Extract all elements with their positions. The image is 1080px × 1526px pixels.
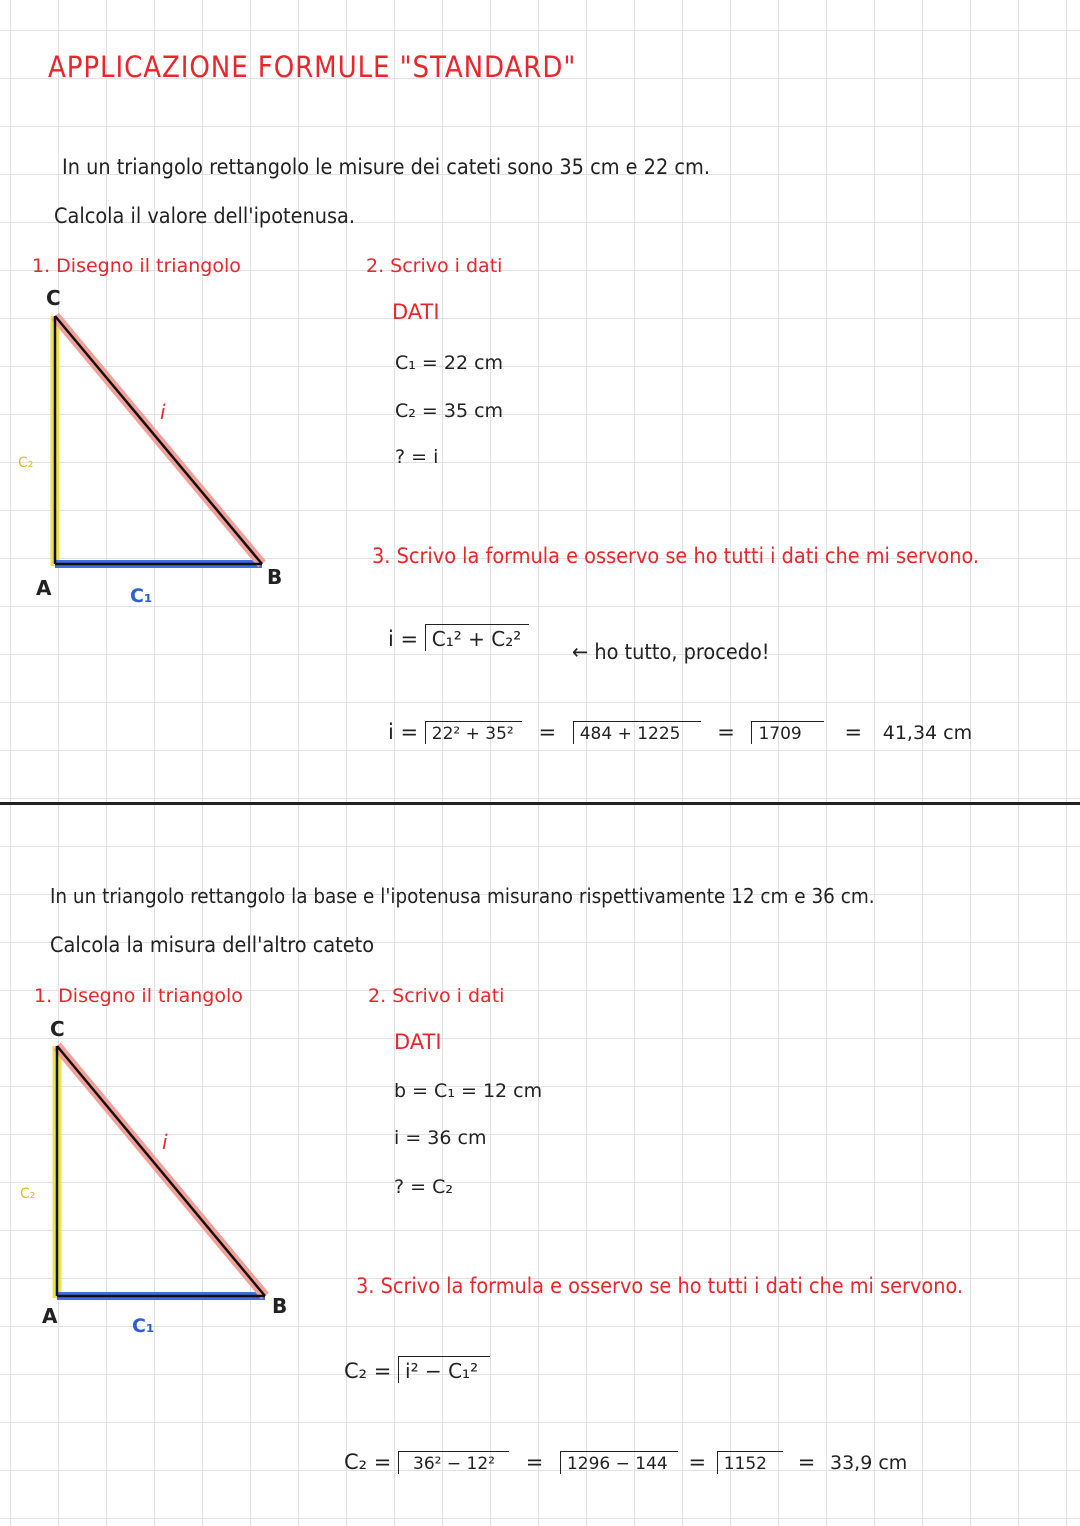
page-title: APPLICAZIONE FORMULE "STANDARD" — [48, 50, 577, 84]
vertex-a-label: A — [36, 576, 52, 600]
dati-item: ? = C₂ — [394, 1176, 453, 1198]
problem2-text-line1: In un triangolo rettangolo la base e l'ipotenusa misurano rispettivamente 12 cm e 36 cm. — [50, 884, 875, 908]
vertex-b-label: B — [272, 1294, 288, 1318]
hypotenuse-label: i — [162, 1130, 168, 1154]
vertex-a-label: A — [42, 1304, 58, 1328]
equals: = — [717, 720, 735, 744]
problem2-step3: 3. Scrivo la formula e osservo se ho tutti i dati che mi servono. — [356, 1274, 964, 1298]
formula-lhs: i = — [388, 627, 419, 651]
calculation — [344, 1450, 907, 1474]
section-divider — [0, 802, 1080, 805]
triangle-diagram-1 — [0, 280, 283, 600]
calc-lhs: C₂ = — [344, 1450, 392, 1474]
problem2-step2: 2. Scrivo i dati — [368, 985, 505, 1007]
formula-note: ← ho tutto, procedo! — [572, 640, 770, 664]
vertex-b-label: B — [267, 565, 283, 589]
height-label: C₂ — [18, 455, 34, 471]
hypotenuse-label: i — [160, 400, 166, 424]
height-label: C₂ — [20, 1186, 36, 1202]
triangle-diagram-2 — [0, 1010, 290, 1310]
problem1-text-line1: In un triangolo rettangolo le misure dei cateti sono 35 cm e 22 cm. — [62, 155, 710, 179]
square-root: 1709 — [751, 721, 823, 744]
square-root: C₁² + C₂² — [425, 624, 529, 651]
dati-item: b = C₁ = 12 cm — [394, 1080, 543, 1102]
formula-lhs: C₂ = — [344, 1359, 392, 1383]
dati-item: ? = i — [395, 446, 439, 468]
square-root: 1296 − 144 — [560, 1451, 678, 1474]
dati-item: C₂ = 35 cm — [395, 400, 504, 422]
square-root: 484 + 1225 — [573, 721, 701, 744]
base-label: C₁ — [132, 1315, 155, 1337]
dati-item: C₁ = 22 cm — [395, 352, 504, 374]
dati-heading: DATI — [394, 1030, 442, 1054]
square-root: 22² + 35² — [425, 721, 522, 744]
formula — [344, 1356, 490, 1383]
calc-lhs: i = — [388, 720, 419, 744]
square-root: 1152 — [717, 1451, 783, 1474]
equals: = — [797, 1450, 816, 1474]
equals: = — [525, 1450, 544, 1474]
problem1-step1: 1. Disegno il triangolo — [32, 255, 241, 277]
problem1-step2: 2. Scrivo i dati — [366, 255, 503, 277]
square-root: 36² − 12² — [398, 1451, 509, 1474]
equals: = — [844, 720, 863, 744]
vertex-c-label: C — [46, 286, 61, 310]
square-root: i² − C₁² — [398, 1356, 490, 1383]
problem2-text-line2: Calcola la misura dell'altro cateto — [50, 933, 375, 957]
vertex-c-label: C — [50, 1017, 65, 1041]
result: 33,9 cm — [829, 1452, 908, 1474]
equals: = — [688, 1450, 707, 1474]
problem1-text-line2: Calcola il valore dell'ipotenusa. — [54, 204, 356, 228]
calculation — [388, 720, 972, 744]
formula — [388, 624, 529, 651]
problem2-step1: 1. Disegno il triangolo — [34, 985, 243, 1007]
result: 41,34 cm — [882, 722, 973, 744]
equals: = — [538, 720, 557, 744]
dati-heading: DATI — [392, 300, 440, 324]
base-label: C₁ — [130, 585, 153, 607]
problem1-step3: 3. Scrivo la formula e osservo se ho tutti i dati che mi servono. — [372, 544, 980, 568]
dati-item: i = 36 cm — [394, 1127, 487, 1149]
